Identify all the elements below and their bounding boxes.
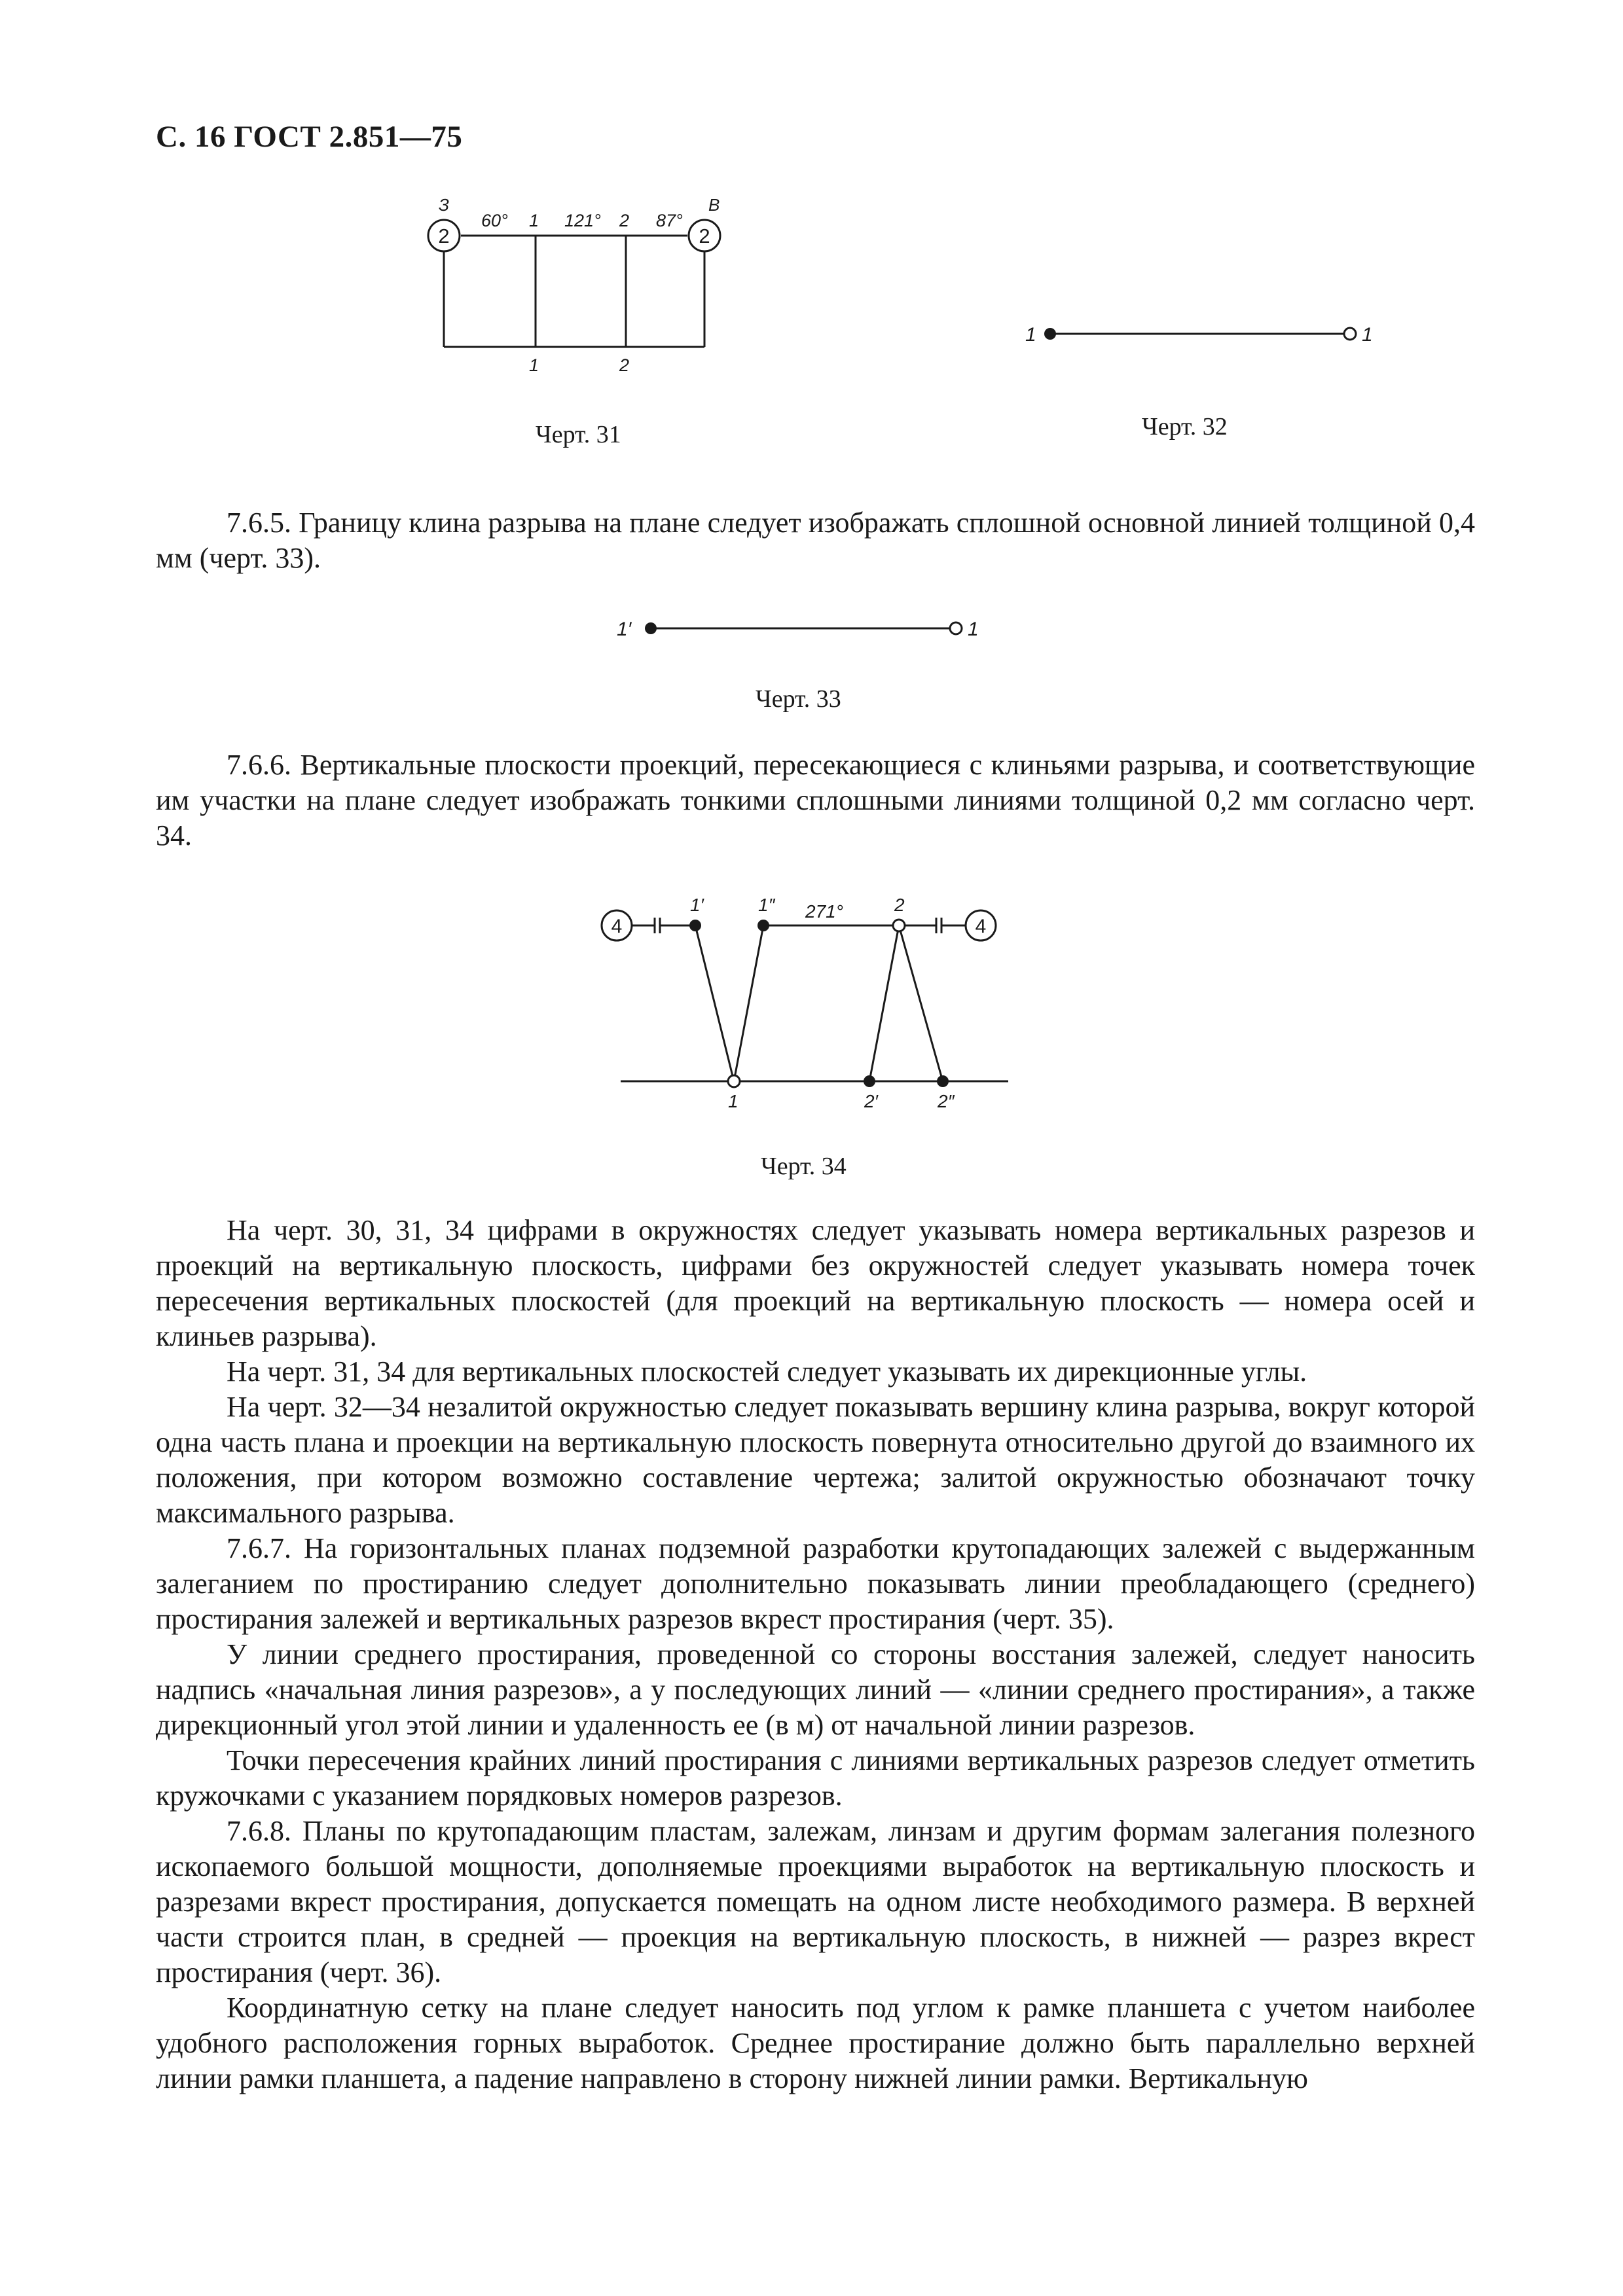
figure-34 <box>589 884 1034 1126</box>
fig31-circle-left-number: 2 <box>438 224 450 247</box>
fig34-label-1: 1 <box>728 1091 739 1111</box>
fig31-point-top-2: 2 <box>619 211 630 230</box>
fig31-caption: Черт. 31 <box>536 421 621 448</box>
fig34-point-1 <box>728 1075 740 1087</box>
fig32-filled-point <box>1044 328 1056 340</box>
page-header: С. 16 ГОСТ 2.851—75 <box>156 120 463 154</box>
fig33-open-point <box>950 622 962 634</box>
fig34-label-2: 2 <box>894 895 905 915</box>
fig32-caption: Черт. 32 <box>1142 413 1228 440</box>
fig33-filled-point <box>645 622 657 634</box>
fig34-label-2pp: 2″ <box>938 1091 955 1111</box>
fig31-point-bottom-1: 1 <box>529 355 539 375</box>
fig31-label-west: З <box>439 195 449 215</box>
paragraph: На черт. 32—34 незалитой окружностью следует показывать вершину клина разрыва, вокруг которой одна часть плана и проекции на вертикальную плоскость повернута относительно другой до взаимного их положения, при котором возможно составление чертежа; залитой окружностью обозначают точку максимального разрыва. <box>156 1391 1475 1529</box>
fig34-label-angle: 271° <box>805 901 843 922</box>
fig34-label-1pp: 1″ <box>758 895 775 915</box>
fig34-label-1p: 1′ <box>690 895 704 915</box>
paragraph-7-6-7: 7.6.7. На горизонтальных планах подземной разработки крутопадающих залежей с выдержанным залеганием по простиранию следует дополнительно показывать линии преобладающего (среднего) простирания залежей и вертикальных разрезов вкрест простирания (черт. 35). <box>156 1532 1475 1635</box>
fig34-point-2 <box>893 920 905 931</box>
fig31-circle-right-number: 2 <box>699 224 710 247</box>
paragraph: На черт. 30, 31, 34 цифрами в окружностях следует указывать номера вертикальных разрезов и проекций на вертикальную плоскость, цифрами без окружностей следует указывать номера точек пересечения вертикальных плоскостей (для проекций на вертикальную плоскость — номера осей и клиньев разрыва). <box>156 1214 1475 1352</box>
fig34-label-2p: 2′ <box>864 1091 878 1111</box>
fig32-label-left: 1 <box>1025 324 1036 346</box>
fig34-point-2p <box>864 1075 875 1087</box>
fig34-point-1pp <box>757 920 769 931</box>
fig31-angle-2: 121° <box>564 211 601 230</box>
fig32-open-point <box>1344 328 1356 340</box>
fig34-circle-left-number: 4 <box>611 916 623 937</box>
fig34-circle-right-number: 4 <box>975 916 987 937</box>
paragraph-7-6-5: 7.6.5. Границу клина разрыва на плане следует изображать сплошной основной линией толщиной 0,4 мм (черт. 33). <box>156 507 1475 574</box>
paragraph-7-6-6: 7.6.6. Вертикальные плоскости проекций, пересекающиеся с клиньями разрыва, и соответствующие им участки на плане следует изображать тонкими сплошными линиями толщиной 0,2 мм согласно черт. 34. <box>156 749 1475 852</box>
figure-33 <box>609 605 1002 651</box>
paragraph: У линии среднего простирания, проведенной со стороны восстания залежей, следует наносить надпись «начальная линия разрезов», а у последующих линий — «линии среднего простирания», а также дирекционный угол этой линии и удаленность ее (в м) от начальной линии разрезов. <box>156 1638 1475 1741</box>
fig33-label-right: 1 <box>968 619 979 640</box>
fig34-point-1p <box>689 920 701 931</box>
paragraph: На черт. 31, 34 для вертикальных плоскостей следует указывать их дирекционные углы. <box>227 1355 1307 1388</box>
fig34-caption: Черт. 34 <box>761 1153 847 1180</box>
figure-32 <box>1015 311 1381 357</box>
paragraph: Координатную сетку на плане следует наносить под углом к рамке планшета с учетом наиболее удобного расположения горных выработок. Среднее простирание должно быть параллельно верхней линии рамки планшета, а падение направлено в сторону нижней линии рамки. Вертикальную <box>156 1992 1475 2094</box>
fig34-point-2pp <box>937 1075 949 1087</box>
paragraph-7-6-8: 7.6.8. Планы по крутопадающим пластам, залежам, линзам и другим формам залегания полезного ископаемого большой мощности, дополняемые проекциями выработок на вертикальную плоскость и разрезами вкрест простирания, допускается помещать на одном листе необходимого размера. В верхней части строится план, в средней — проекция на вертикальную плоскость, в нижней — разрез вкрест простирания (черт. 36). <box>156 1815 1475 1988</box>
fig31-point-top-1: 1 <box>529 211 539 230</box>
figure-31 <box>419 190 746 386</box>
fig33-label-left: 1′ <box>617 619 632 640</box>
fig32-label-right: 1 <box>1362 324 1373 346</box>
fig31-label-east: В <box>708 195 720 215</box>
body-paragraphs <box>156 1213 1475 2096</box>
fig31-angle-3: 87° <box>656 211 683 230</box>
fig31-point-bottom-2: 2 <box>619 355 630 375</box>
fig31-angle-1: 60° <box>481 211 508 230</box>
paragraph: Точки пересечения крайних линий простирания с линиями вертикальных разрезов следует отметить кружочками с указанием порядковых номеров разрезов. <box>156 1744 1475 1812</box>
fig33-caption: Черт. 33 <box>756 685 841 713</box>
